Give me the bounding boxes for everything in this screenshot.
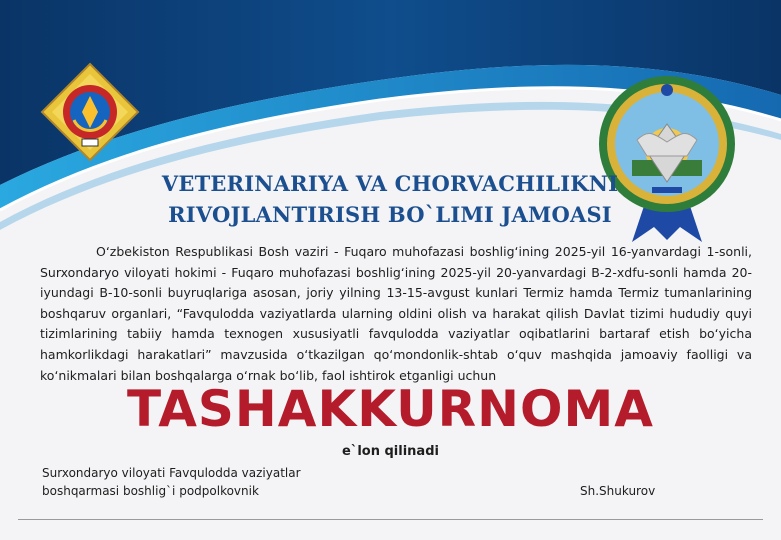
civil-defense-emblem-icon [40,62,140,162]
title-line-1: VETERINARIYA VA CHORVACHILIKNI [161,171,619,196]
signature-name: Sh.Shukurov [580,484,656,498]
body-text: O‘zbekiston Respublikasi Bosh vaziri - Fuqaro muhofazasi boshlig‘ining 2025-yil 16-yanvardagi 1-sonli, Surxondaryo viloyati hokimi - Fuqaro muhofazasi boshlig‘ining 2025-yil 20-yanvardagi B-2-xdfu-sonli hamda 20-iyundagi B-10-sonli buyruqlariga asosan, joriy yilning 13-15-avgust kunlari Termiz hamda Termiz tumanlarining boshqaruv organlari, “Favqulodda vaziyatlarda ularning oldini olish va harakat qilish Davlat tizimi hududiy quyi tizimlarining tabiiy hamda texnogen xususiyatli favqulodda vaziyatlar oqibatlarini bartaraf etish bo‘yicha hamkorlikdagi harakatlari” mavzusida o‘tkazilgan qo‘mondonlik-shtab o‘quv mashqida jamoaviy faolligi va ko‘nikmalari bilan boshqalarga o‘rnak bo‘lib, faol ishtirok etganligi uchun [40,244,752,383]
signature-position-line-2: boshqarmasi boshlig`i podpolkovnik [42,484,259,498]
announced-text: e`lon qilinadi [342,444,439,459]
bottom-divider [18,519,763,520]
body-paragraph [40,242,752,386]
title-line-2: RIVOJLANTIRISH BO`LIMI JAMOASI [168,202,612,227]
main-title: TASHAKKURNOMA [127,380,654,438]
signature-position-line-1: Surxondaryo viloyati Favqulodda vaziyatlar [42,466,301,480]
